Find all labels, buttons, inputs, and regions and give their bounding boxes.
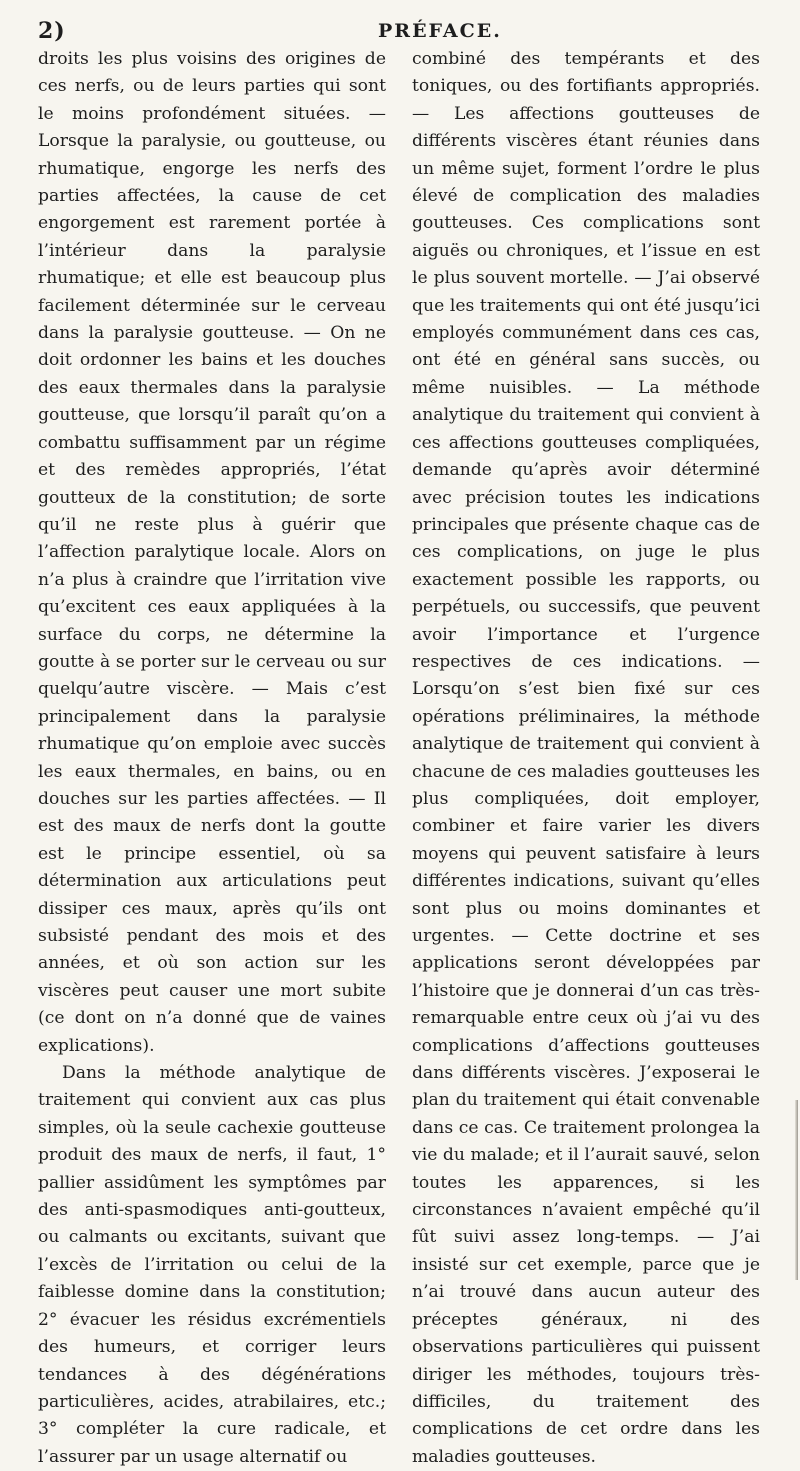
page-number: 2) <box>38 18 66 44</box>
right-paragraph-1: combiné des tempérants et des toniques, ou des fortifiants appropriés. — Les affections goutteuses de différents viscères étant réunies dans un même sujet, forment l’ordre le plus élevé de complication des maladies goutteuses. Ces complications sont aiguës ou chroniques, et l’issue en est le plus souvent mortelle. — J’ai observé que les traitements qui ont été jusqu’ici employés communément dans ces cas, ont été en général sans succès, ou même nuisibles. — La méthode analytique du traitement qui convient à ces affections goutteuses compliquées, demande qu’après avoir déterminé avec précision toutes les indications principales que présente chaque cas de ces complications, on juge le plus exactement possible les rapports, ou perpétuels, ou successifs, que peuvent avoir l’importance et l’urgence respectives de ces indications. — Lorsqu’on s’est bien fixé sur ces opérations préliminaires, la méthode analytique de traitement qui convient à chacune de ces maladies goutteuses les plus compliquées, doit employer, combiner et faire varier les divers moyens qui peuvent satisfaire à leurs différentes indications, suivant qu’elles sont plus ou moins dominantes et urgentes. — Cette doctrine et ses applications seront développées par l’histoire que je donnerai d’un cas très-remarquable entre ceux où j’ai vu des complications d’affections goutteuses dans différents viscères. J’exposerai le plan du traitement qui était convenable dans ce cas. Ce traitement prolongea la vie du malade; et il l’aurait sauvé, selon toutes les apparences, si les circonstances n’avaient empêché qu’il fût suivi assez long-temps. — J’ai insisté sur cet exemple, parce que je n’ai trouvé dans aucun auteur des préceptes généraux, ni des observations particulières qui puissent diriger les méthodes, toujours très-difficiles, du traitement des complications de cet ordre dans les maladies goutteuses. <box>412 49 760 1467</box>
running-title: PRÉFACE. <box>378 20 502 42</box>
left-column <box>38 46 386 1471</box>
page-header <box>38 16 760 50</box>
left-paragraph-1: droits les plus voisins des origines de ces nerfs, ou de leurs parties qui sont le moins profondément situées. — Lorsque la paralysie, ou goutteuse, ou rhumatique, engorge les nerfs des parties affectées, la cause de cet engorgement est rarement portée à l’intérieur dans la paralysie rhumatique; et elle est beaucoup plus facilement déterminée sur le cerveau dans la paralysie goutteuse. — On ne doit ordonner les bains et les douches des eaux thermales dans la paralysie goutteuse, que lorsqu’il paraît qu’on a combattu suffisamment par un régime et des remèdes appropriés, l’état goutteux de la constitution; de sorte qu’il ne reste plus à guérir que l’affection paralytique locale. Alors on n’a plus à craindre que l’irritation vive qu’excitent ces eaux appliquées à la surface du corps, ne détermine la goutte à se porter sur le cerveau ou sur quelqu’autre viscère. — Mais c’est principalement dans la paralysie rhumatique qu’on emploie avec succès les eaux thermales, en bains, ou en douches sur les parties affectées. — Il est des maux de nerfs dont la goutte est le principe essentiel, où sa détermination aux articulations peut dissiper ces maux, après qu’ils ont subsisté pendant des mois et des années, et où son action sur les viscères peut causer une mort subite (ce dont on n’a donné que de vaines explications). <box>38 49 386 1056</box>
right-column <box>412 46 760 1471</box>
left-paragraph-2: Dans la méthode analytique de traitement qui convient aux cas plus simples, où la seule cachexie goutteuse produit des maux de nerfs, il faut, 1° pallier assidûment les symptômes par des anti-spasmodiques anti-goutteux, ou calmants ou excitants, suivant que l’excès de l’irritation ou celui de la faiblesse domine dans la constitution; 2° évacuer les résidus excrémentiels des humeurs, et corriger leurs tendances à des dégénérations particulières, acides, atrabilaires, etc.; 3° compléter la cure radicale, et l’assurer par un usage alternatif ou <box>38 1063 386 1467</box>
page-edge-shadow <box>795 1100 798 1280</box>
